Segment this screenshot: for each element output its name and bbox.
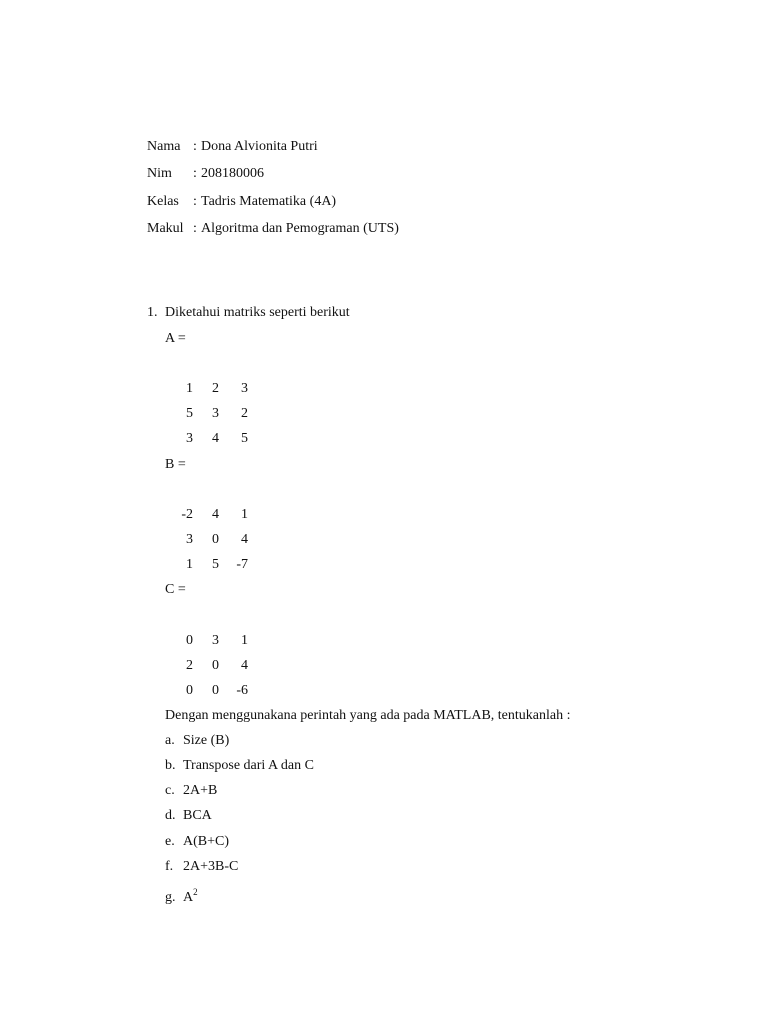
info-row-kelas [147, 193, 336, 211]
matrix-cell: 1 [186, 557, 193, 572]
task-item [165, 858, 238, 876]
task-item [165, 757, 314, 775]
task-text: A(B+C) [183, 834, 230, 849]
matrix-cell: 0 [212, 532, 219, 547]
task-letter: e. [165, 834, 175, 849]
task-item [165, 782, 217, 800]
task-item [165, 833, 229, 851]
matrix-cell: 5 [212, 557, 219, 572]
matrix-cell: 4 [241, 658, 248, 673]
task-text: BCA [183, 808, 212, 823]
matrix-b-label: B = [165, 457, 186, 472]
matrix-cell: -7 [236, 557, 248, 572]
info-row-makul [147, 220, 399, 238]
matrix-cell: 2 [186, 658, 193, 673]
task-item [165, 883, 198, 907]
task-text: 2A+B [183, 783, 218, 798]
superscript-exponent: 2 [193, 887, 198, 897]
task-letter: b. [165, 758, 176, 773]
matrix-cell: 1 [186, 381, 193, 396]
matrix-c-label: C = [165, 582, 186, 597]
info-label: Nim [147, 166, 172, 181]
task-letter: g. [165, 890, 176, 905]
task-text: 2A+3B-C [183, 859, 239, 874]
matrix-cell: 3 [186, 532, 193, 547]
info-label: Kelas [147, 194, 179, 209]
info-colon: : [193, 166, 197, 181]
info-row-nim [147, 165, 264, 183]
info-value-nim: 208180006 [201, 166, 264, 181]
task-item [165, 807, 212, 825]
task-letter: f. [165, 859, 174, 874]
task-letter: a. [165, 733, 175, 748]
matrix-cell: 1 [241, 507, 248, 522]
info-value-kelas: Tadris Matematika (4A) [201, 194, 337, 209]
info-colon: : [193, 221, 197, 236]
matrix-cell: 0 [212, 683, 219, 698]
task-text: Transpose dari A dan C [183, 758, 314, 773]
info-label: Nama [147, 139, 181, 154]
info-colon: : [193, 194, 197, 209]
matrix-cell: 4 [241, 532, 248, 547]
info-value-makul: Algoritma dan Pemograman (UTS) [201, 221, 399, 236]
matrix-a-label: A = [165, 331, 186, 346]
instruction-text: Dengan menggunakana perintah yang ada pada MATLAB, tentukanlah : [165, 708, 571, 723]
task-text: A [183, 890, 194, 905]
matrix-cell: 0 [186, 633, 193, 648]
matrix-cell: 0 [186, 683, 193, 698]
matrix-cell: 2 [212, 381, 219, 396]
matrix-cell: -6 [236, 683, 248, 698]
info-label: Makul [147, 221, 184, 236]
info-value-name: Dona Alvionita Putri [201, 139, 318, 154]
task-letter: d. [165, 808, 176, 823]
question-number: 1. [147, 305, 158, 320]
matrix-cell: -2 [181, 507, 193, 522]
info-colon: : [193, 139, 197, 154]
matrix-cell: 3 [241, 381, 248, 396]
task-item [165, 732, 229, 750]
matrix-cell: 4 [212, 507, 219, 522]
matrix-cell: 3 [186, 431, 193, 446]
info-row-nama [147, 138, 318, 156]
matrix-cell: 5 [241, 431, 248, 446]
matrix-cell: 2 [241, 406, 248, 421]
matrix-cell: 3 [212, 633, 219, 648]
task-letter: c. [165, 783, 175, 798]
question-intro: Diketahui matriks seperti berikut [165, 305, 350, 320]
matrix-cell: 0 [212, 658, 219, 673]
matrix-cell: 1 [241, 633, 248, 648]
matrix-cell: 3 [212, 406, 219, 421]
matrix-cell: 5 [186, 406, 193, 421]
task-text: Size (B) [183, 733, 230, 748]
matrix-cell: 4 [212, 431, 219, 446]
